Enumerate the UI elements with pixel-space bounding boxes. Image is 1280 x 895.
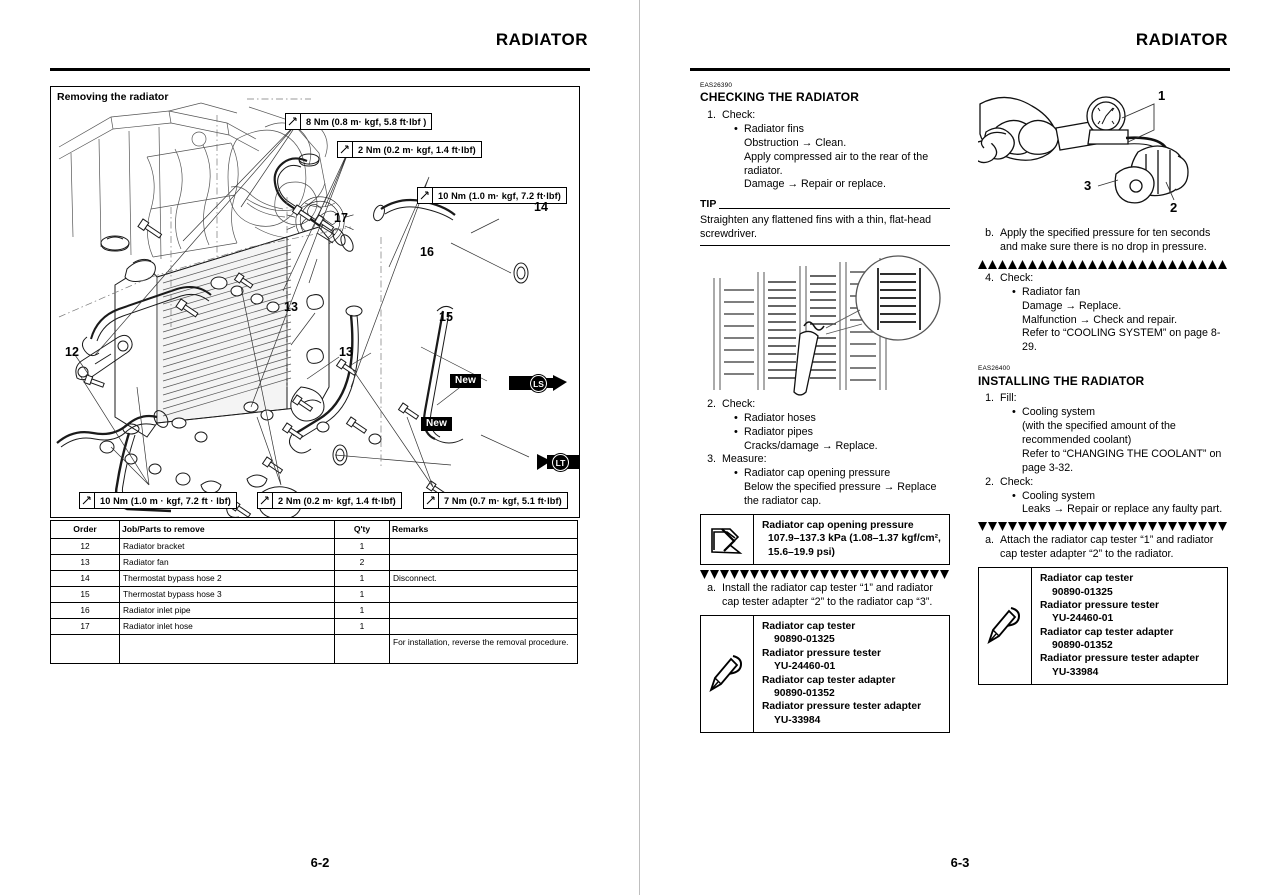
cell-order: 14	[51, 570, 120, 586]
new-part-badge: New	[450, 374, 481, 388]
special-tool-icon	[979, 568, 1032, 684]
callout-13-top: 13	[284, 300, 298, 314]
col-header-qty: Q'ty	[335, 521, 390, 539]
tool-name: Radiator cap tester adapter	[1040, 626, 1174, 638]
header-rule-right	[690, 68, 1230, 71]
tool-number: 90890-01325	[774, 634, 835, 646]
step-detail: Below the specified pressure → Replace the radiator cap.	[744, 481, 937, 508]
tool-name: Radiator pressure tester adapter	[1040, 653, 1200, 665]
cell-job: Thermostat bypass hose 2	[120, 570, 335, 586]
bullet-text: Radiator cap opening pressure	[744, 467, 891, 480]
step-number: 3.	[707, 453, 716, 466]
torque-value: 8 Nm (0.8 m· kgf, 5.8 ft·lbf )	[306, 116, 427, 127]
tool-number: 90890-01352	[774, 687, 835, 699]
checking-substep-b	[978, 227, 1228, 255]
tool-name: Radiator cap tester	[762, 621, 856, 632]
cell-remarks: For installation, reverse the removal procedure.	[390, 634, 578, 663]
torque-value: 10 Nm (1.0 m· kgf, 7.2 ft·lbf)	[438, 190, 561, 201]
torque-wrench-icon	[338, 142, 353, 157]
tool-name: Radiator pressure tester	[762, 647, 882, 659]
step-detail: Refer to “CHANGING THE COOLANT” on page 3-32.	[1022, 447, 1222, 474]
table-row	[51, 554, 578, 570]
cell-order: 12	[51, 538, 120, 554]
substep-text: Install the radiator cap tester “1” and radiator cap tester adapter “2” to the radiator cap “3”.	[722, 582, 933, 609]
tool-box-installing	[978, 567, 1228, 685]
cell-order: 13	[51, 554, 120, 570]
step-number: 1.	[707, 108, 716, 121]
diagram-linework	[51, 87, 579, 517]
step-label: Check:	[1000, 271, 1034, 284]
tool-box-checking	[700, 615, 950, 733]
procedure-start-separator	[700, 570, 950, 579]
eas-code-installing: EAS26400	[978, 365, 1011, 373]
tip-label: TIP	[700, 198, 717, 211]
step-label: Fill:	[1000, 392, 1017, 405]
torque-callout-10nm-b	[79, 492, 237, 509]
step-detail: Leaks → Repair or replace any faulty part.	[1022, 503, 1223, 516]
cell-job: Radiator fan	[120, 554, 335, 570]
substep-letter: a.	[985, 534, 994, 547]
tool-number: YU-24460-01	[774, 661, 836, 673]
table-row	[51, 586, 578, 602]
bullet-text: Cooling system	[1022, 406, 1096, 419]
parts-removal-table	[50, 520, 578, 664]
tool-name: Radiator pressure tester adapter	[762, 701, 922, 713]
header-rule-left	[50, 68, 590, 71]
step-detail: Damage → Repair or replace.	[744, 178, 886, 191]
substep-letter: b.	[985, 227, 994, 239]
col-header-order: Order	[51, 521, 120, 539]
cell-qty: 2	[335, 554, 390, 570]
procedure-end-separator	[978, 260, 1228, 269]
eas-code-checking: EAS26390	[700, 82, 733, 89]
checking-step-1	[700, 109, 950, 192]
section-heading-installing: INSTALLING THE RADIATOR	[978, 373, 1145, 388]
step-label: Measure:	[722, 453, 767, 466]
tool-name: Radiator cap tester	[1040, 573, 1134, 585]
bullet-text: Radiator pipes	[744, 425, 813, 438]
callout-12: 12	[65, 345, 79, 359]
torque-value: 10 Nm (1.0 m · kgf, 7.2 ft · lbf)	[100, 495, 231, 506]
torque-wrench-icon	[286, 114, 301, 129]
torque-callout-8nm	[285, 113, 432, 130]
cell-job: Radiator inlet pipe	[120, 602, 335, 618]
tip-rule	[719, 208, 950, 209]
step-number: 4.	[985, 271, 994, 284]
step-detail: Malfunction → Check and repair.	[1022, 313, 1178, 326]
new-part-badge: New	[421, 417, 452, 431]
torque-callout-7nm	[423, 492, 568, 509]
step-number: 1.	[985, 392, 994, 405]
page-spine-divider	[639, 0, 640, 895]
torque-value: 7 Nm (0.7 m· kgf, 5.1 ft·lbf)	[444, 495, 562, 506]
step-label: Check:	[722, 397, 756, 410]
measuring-tool-icon	[701, 515, 754, 564]
table-row	[51, 538, 578, 554]
tip-body: Straighten any flattened fins with a thin, flat-head screwdriver.	[700, 214, 932, 240]
bullet-text: Radiator hoses	[744, 411, 816, 424]
callout-15: 15	[439, 310, 453, 324]
col-header-remarks: Remarks	[390, 521, 578, 539]
tool-name: Radiator cap tester adapter	[762, 674, 896, 686]
checking-step-2	[700, 398, 950, 509]
bullet-text: Cooling system	[1022, 489, 1096, 502]
table-row	[51, 602, 578, 618]
tool-box-text	[1032, 568, 1204, 684]
diagram-title: Removing the radiator	[57, 91, 169, 103]
cell-qty: 1	[335, 586, 390, 602]
install-procedure-separator	[978, 522, 1228, 531]
cell-order: 17	[51, 618, 120, 634]
figure-radiator-cap-tester	[978, 82, 1228, 217]
installing-substep-a	[978, 534, 1228, 562]
figure-radiator-fins	[700, 250, 950, 398]
bullet-text: Radiator fan	[1022, 285, 1081, 298]
tool-number: YU-24460-01	[1052, 613, 1114, 625]
spec-box-text	[754, 515, 949, 564]
cell-order: 16	[51, 602, 120, 618]
page-title-left: RADIATOR	[495, 30, 588, 49]
bullet-text: Radiator fins	[744, 122, 804, 135]
section-heading-checking: CHECKING THE RADIATOR	[700, 90, 859, 105]
torque-callout-2nm-a	[337, 141, 482, 158]
torque-wrench-icon	[424, 493, 439, 508]
lt-symbol: LT	[552, 454, 569, 471]
step-detail: Cracks/damage → Replace.	[744, 439, 878, 452]
step-detail: Damage → Replace.	[1022, 299, 1122, 312]
cell-qty	[335, 634, 390, 663]
callout-17: 17	[334, 211, 348, 225]
table-header-row	[51, 521, 578, 539]
spec-value: 107.9–137.3 kPa (1.08–1.37 kgf/cm², 15.6–19.9 psi)	[768, 533, 941, 558]
installing-radiator-column	[978, 82, 1228, 685]
torque-value: 2 Nm (0.2 m· kgf, 1.4 ft·lbf)	[358, 144, 476, 155]
tip-rule-bottom	[700, 245, 950, 246]
step-detail: Apply compressed air to the rear of the radiator.	[744, 150, 929, 177]
step-1-bullets	[722, 123, 950, 193]
cell-remarks: Disconnect.	[390, 570, 578, 586]
cell-job	[120, 634, 335, 663]
exploded-diagram-radiator	[50, 86, 580, 518]
substep-letter: a.	[707, 582, 716, 595]
torque-callout-2nm-b	[257, 492, 402, 509]
tool-name: Radiator pressure tester	[1040, 599, 1160, 611]
table-row	[51, 618, 578, 634]
cell-job: Radiator bracket	[120, 538, 335, 554]
cell-qty: 1	[335, 570, 390, 586]
torque-wrench-icon	[258, 493, 273, 508]
cell-remarks	[390, 618, 578, 634]
cell-remarks	[390, 554, 578, 570]
tool-number: 90890-01352	[1052, 640, 1113, 652]
tool-number: YU-33984	[1052, 666, 1099, 678]
svg-text:2: 2	[1170, 200, 1178, 215]
step-3-bullets	[722, 467, 950, 509]
step-detail: Refer to “COOLING SYSTEM” on page 8-29.	[1022, 327, 1221, 354]
callout-14: 14	[534, 200, 548, 214]
tip-header	[700, 198, 950, 212]
step-detail: (with the specified amount of the recommended coolant)	[1022, 419, 1176, 446]
table-row	[51, 634, 578, 663]
page-number-right: 6-3	[950, 855, 970, 870]
cell-order	[51, 634, 120, 663]
cell-job: Thermostat bypass hose 3	[120, 586, 335, 602]
step-2-bullets	[722, 412, 950, 454]
install-step-1-bullets	[1000, 406, 1228, 476]
cell-remarks	[390, 602, 578, 618]
cell-qty: 1	[335, 602, 390, 618]
tool-number: YU-33984	[774, 714, 821, 726]
cell-remarks	[390, 586, 578, 602]
torque-wrench-icon	[80, 493, 95, 508]
checking-substep-a	[700, 582, 950, 610]
svg-text:1: 1	[1158, 88, 1166, 103]
install-step-2-bullets	[1000, 490, 1228, 518]
ls-symbol: LS	[530, 375, 547, 392]
checking-radiator-column	[700, 82, 950, 733]
substep-text: Apply the specified pressure for ten seconds and make sure there is no drop in pressure.	[1000, 227, 1211, 253]
cell-job: Radiator inlet hose	[120, 618, 335, 634]
col-header-job: Job/Parts to remove	[120, 521, 335, 539]
step-label: Check:	[1000, 475, 1034, 488]
page-number-left: 6-2	[310, 855, 330, 870]
cell-order: 15	[51, 586, 120, 602]
torque-value: 2 Nm (0.2 m· kgf, 1.4 ft·lbf)	[278, 495, 396, 506]
page-title-right: RADIATOR	[1135, 30, 1228, 49]
table-row	[51, 570, 578, 586]
tool-box-text	[754, 616, 926, 732]
step-number: 2.	[985, 475, 994, 488]
spec-box-cap-pressure	[700, 514, 950, 565]
step-4-bullets	[1000, 286, 1228, 356]
tool-number: 90890-01325	[1052, 586, 1113, 598]
installing-steps	[978, 392, 1228, 517]
step-number: 2.	[707, 397, 716, 410]
step-detail: Obstruction → Clean.	[744, 136, 847, 149]
special-tool-icon	[701, 616, 754, 732]
substep-text: Attach the radiator cap tester “1” and radiator cap tester adapter “2” to the radiator.	[1000, 534, 1214, 561]
checking-step-4	[978, 272, 1228, 355]
torque-wrench-icon	[418, 188, 433, 203]
svg-text:3: 3	[1084, 178, 1092, 193]
callout-13-right: 13	[339, 345, 353, 359]
cell-remarks	[390, 538, 578, 554]
callout-16: 16	[420, 245, 434, 259]
spec-title: Radiator cap opening pressure	[762, 520, 914, 532]
cell-qty: 1	[335, 538, 390, 554]
step-label: Check:	[722, 108, 756, 121]
cell-qty: 1	[335, 618, 390, 634]
